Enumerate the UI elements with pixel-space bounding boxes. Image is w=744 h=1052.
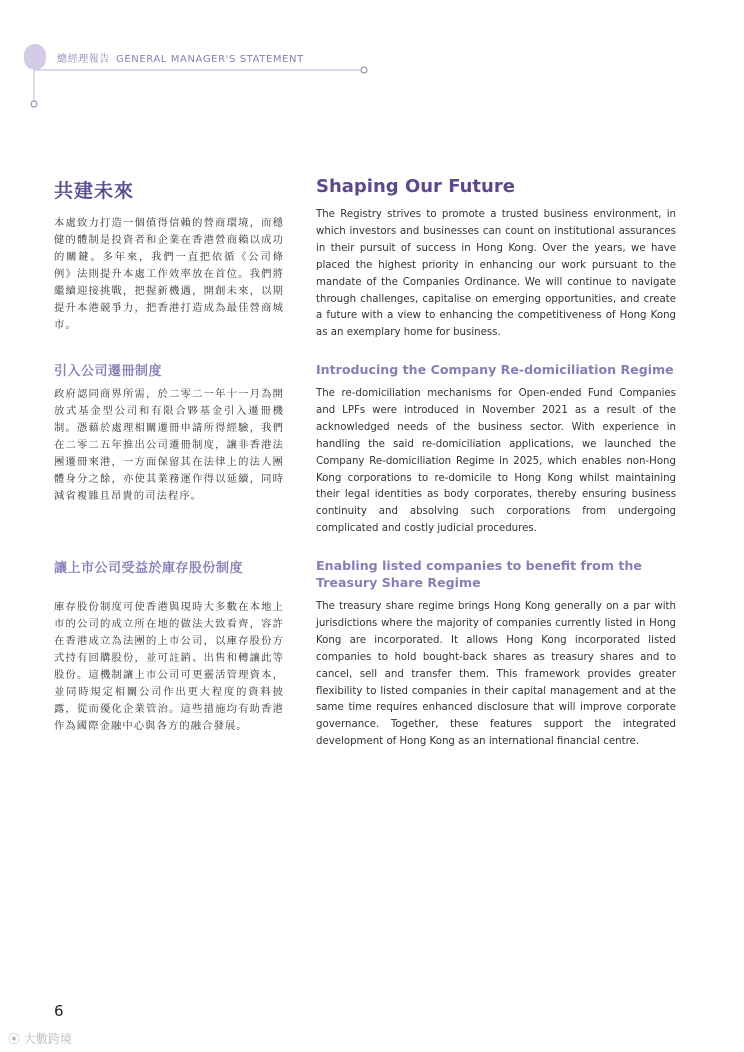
header-title-cn: 總經理報告 xyxy=(57,54,110,65)
en-section3-title: Enabling listed companies to benefit from the Treasury Share Regime xyxy=(316,558,642,590)
cn-section3-title: 讓上市公司受益於庫存股份制度 xyxy=(54,561,244,576)
page-number: 6 xyxy=(54,1002,64,1020)
english-column xyxy=(316,176,676,342)
cn-section3-body: 庫存股份制度可使香港與現時大多數在本地上市的公司的成立所在地的做法大致看齊，容許在香港成立為法團的上市公司，以庫存股份方式持有回購股份，並可註銷、出售和轉讓此等股份。這機制讓上市公司可更靈活管理資本，並同時規定相關公司作出更大程度的資料披露，從而優化企業管治。這些措施均有助香港作為國際金融中心與各方的融合發展。 xyxy=(54,601,284,732)
en-section2-title: Introducing the Company Re-domiciliation Regime xyxy=(316,362,674,377)
watermark xyxy=(8,1030,72,1047)
en-section2-body: The re-domiciliation mechanisms for Open-ended Fund Companies and LPFs were introduced in November 2021 as a result of the acknowledged needs of the business sector. With experience in handling the said re-domiciliation applications, we launched the Company Re-domiciliation Regime in 2025, which enables non-Hong Kong corporations to re-domicile to Hong Kong whilst maintaining their legal identities as body corporates, thereby ensuring business continuity and absolving such corporations from undergoing complicated and costly judicial procedures. xyxy=(316,388,676,535)
cn-section2-title: 引入公司遷冊制度 xyxy=(54,364,163,379)
en-section3-body: The treasury share regime brings Hong Kong generally on a par with jurisdictions where the majority of companies currently listed in Hong Kong are incorporated. It allows Hong Kong incorporated listed companies to hold bought-back shares as treasury shares and to cancel, sell and transfer them. This framework provides greater flexibility to listed companies in their capital management and at the same time requires enhanced disclosure that will improve corporate governance. Together, these features support the integrated development of Hong Kong as an international financial centre. xyxy=(316,601,676,748)
en-section1-title: Shaping Our Future xyxy=(316,176,515,197)
en-section1-body: The Registry strives to promote a trusted business environment, in which investors and businesses can count on institutional assurances in their pursuit of success in Hong Kong. Over the years, we have placed the highest priority in enhancing our work pursuant to the mandate of the Companies Ordinance. We will continue to navigate through challenges, capitalise on emerging opportunities, and create a future with a view to enhancing the competitiveness of Hong Kong as an exemplary home for business. xyxy=(316,209,676,339)
cn-section2-body: 政府認同商界所需，於二零二一年十一月為開放式基金型公司和有限合夥基金引入遷冊機制。憑藉於處理相關遷冊申請所得經驗，我們在二零二五年推出公司遷冊制度，讓非香港法團遷冊來港，一方面保留其在法律上的法人團體身分之餘，亦使其業務運作得以延續，同時減省複雜且昂貴的司法程序。 xyxy=(54,388,284,502)
watermark-text: 大數跨境 xyxy=(23,1032,72,1046)
watermark-logo-icon: ⦿ xyxy=(8,1032,21,1046)
page-header xyxy=(0,0,744,110)
chinese-column xyxy=(54,176,284,334)
cn-section1-title: 共建未來 xyxy=(54,180,135,202)
header-title xyxy=(57,50,304,65)
cn-section1-body: 本處致力打造一個值得信賴的營商環境，而穩健的體制是投資者和企業在香港營商賴以成功的關鍵。多年來，我們一直把依循《公司條例》法則提升本處工作效率放在首位。我們將繼續迎接挑戰，把握新機遇，開創未來，以期提升本港競爭力，把香港打造成為最佳營商城市。 xyxy=(54,217,284,331)
header-title-en: GENERAL MANAGER'S STATEMENT xyxy=(116,54,304,65)
